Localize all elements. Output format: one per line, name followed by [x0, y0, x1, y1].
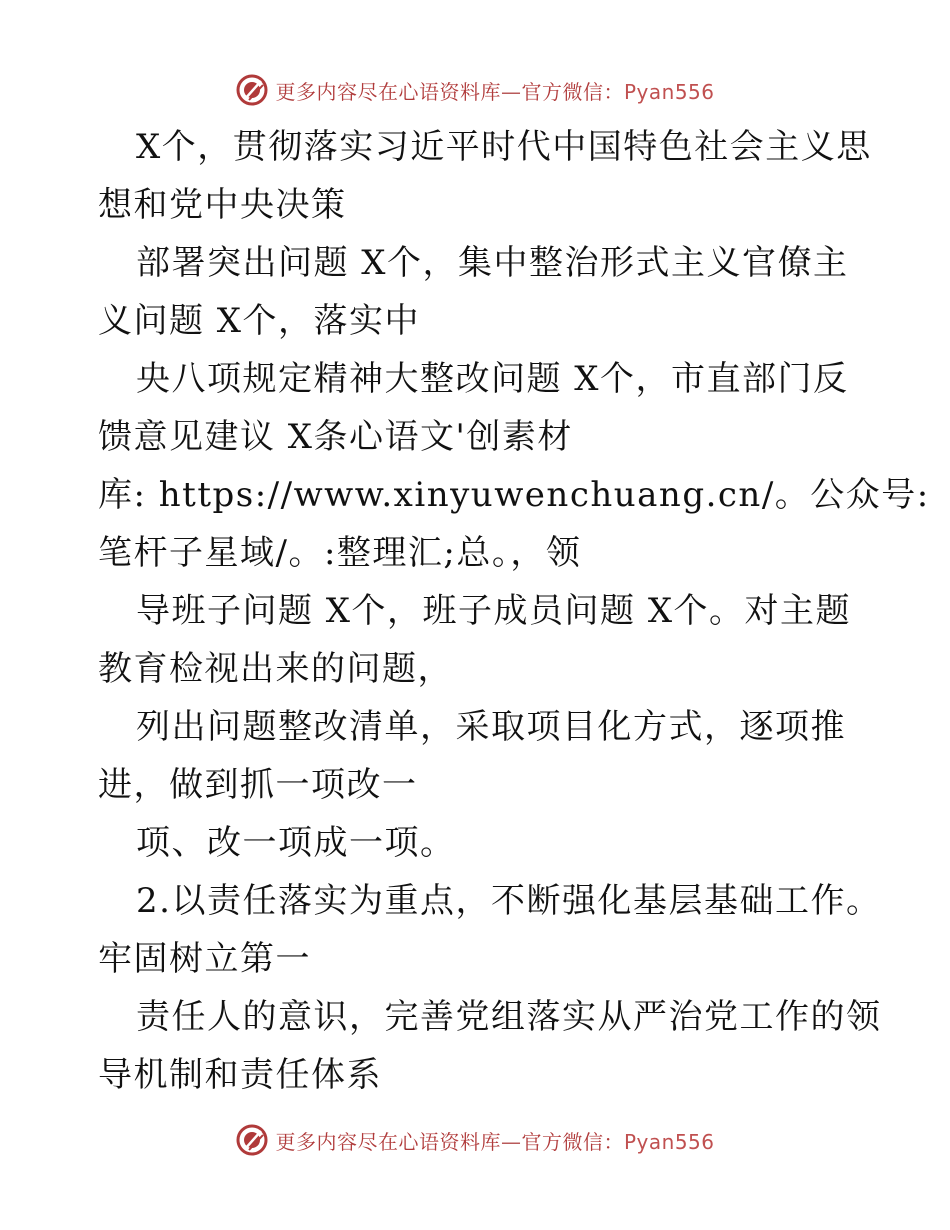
logo-icon [235, 73, 269, 107]
header-banner-separator: — [500, 79, 522, 104]
footer-banner-official: 官方微信： [521, 1129, 624, 1154]
body-line: 部署突出问题 X个，集中整治形式主义官僚主 [136, 243, 849, 283]
footer-banner [0, 1120, 950, 1160]
header-banner [0, 70, 950, 110]
body-line: 馈意见建议 X条心语文'创素材 [98, 417, 573, 457]
body-line: 责任人的意识，完善党组落实从严治党工作的领 [136, 997, 882, 1037]
footer-banner-separator: — [500, 1129, 522, 1154]
body-line: 笔杆子星域/。:整理汇;总。，领 [98, 533, 582, 573]
body-line: 导班子问题 X个，班子成员问题 X个。对主题 [136, 591, 852, 631]
logo-icon [235, 1123, 269, 1157]
body-line: 列出问题整改清单，采取项目化方式，逐项推 [136, 707, 846, 747]
body-line: 2.以责任落实为重点，不断强化基层基础工作。 [136, 881, 882, 921]
body-line: 项、改一项成一项。 [136, 823, 456, 863]
header-banner-cn: 更多内容尽在心语资料库 [275, 79, 501, 104]
header-banner-text [275, 76, 714, 105]
body-line: 库: https://www.xinyuwenchuang.cn/。公众号: [98, 475, 930, 515]
footer-banner-wechat-id: Pyan556 [623, 1129, 715, 1154]
body-line: 想和党中央决策 [98, 185, 347, 225]
header-banner-official: 官方微信： [521, 79, 624, 104]
footer-banner-cn: 更多内容尽在心语资料库 [275, 1129, 501, 1154]
footer-banner-text [275, 1126, 714, 1155]
document-body [98, 118, 930, 1104]
body-line: X个，贯彻落实习近平时代中国特色社会主义思 [136, 127, 872, 167]
body-line: 导机制和责任体系 [98, 1055, 382, 1095]
header-banner-wechat-id: Pyan556 [623, 79, 715, 104]
body-line: 进，做到抓一项改一 [98, 765, 418, 805]
body-line: 教育检视出来的问题， [98, 649, 453, 689]
body-line: 义问题 X个，落实中 [98, 301, 421, 341]
body-line: 央八项规定精神大整改问题 X个，市直部门反 [136, 359, 849, 399]
body-line: 牢固树立第一 [98, 939, 311, 979]
